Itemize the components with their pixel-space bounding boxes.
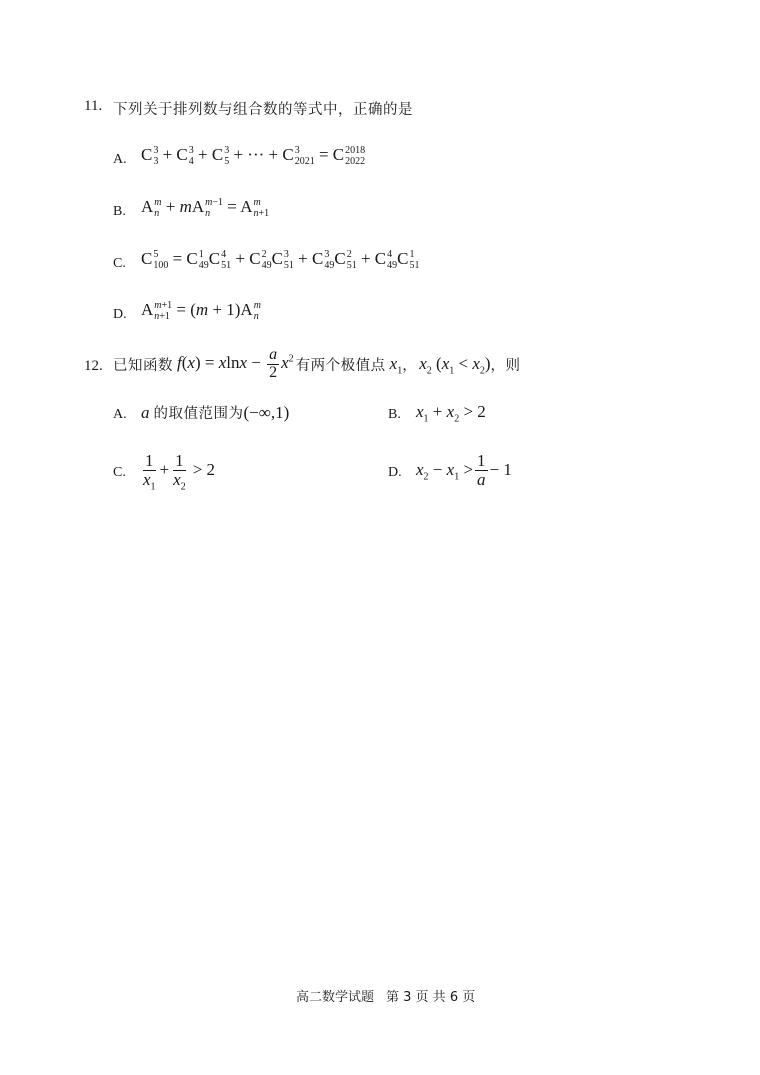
q12-option-c-label: C. [113, 465, 126, 480]
q12-option-a-var: a [141, 402, 150, 422]
q12-stem-suffix: ，则 [490, 357, 521, 374]
footer-page-info: 第 3 页 共 6 页 [386, 990, 476, 1005]
q12-stem-middle: 有两个极值点 [295, 357, 386, 374]
question-11-number: 11. [84, 98, 103, 114]
q11-option-b-label: B. [113, 204, 126, 219]
q12-option-a-text: 的取值范围为 [153, 406, 244, 422]
q11-option-a-label: A. [113, 152, 127, 167]
q12-option-b-label: B. [388, 407, 401, 422]
q12-stem-prefix: 已知函数 [113, 357, 173, 374]
q12-stem-function: f(x) = xlnx − $\frac{a}{2}$ $x^2$ [177, 346, 294, 381]
q11-option-a-formula: C 3 3 + C 3 4 + C 3 5 + ··· + C 3 2021 = C 2018 2022 [141, 145, 366, 168]
q11-option-d-label: D. [113, 307, 127, 322]
q12-option-c-formula: $\frac{1}{x_1}$ + $\frac{1}{x_2}$ > 2 [143, 451, 216, 493]
q11-option-c-label: C. [113, 256, 126, 271]
q12-option-a-label: A. [113, 407, 127, 422]
footer-subject: 高二数学试题 [296, 990, 375, 1005]
question-12-stem [113, 347, 521, 382]
q12-option-a-formula: (−∞,1) [243, 402, 290, 422]
q12-stem-point2: $x_2$ $(x_1 < x_2)$ [419, 354, 491, 377]
q12-option-d-formula: $x_2 - x_1$ > $\frac{1}{a}$ − 1 [416, 451, 512, 489]
question-11-stem: 下列关于排列数与组合数的等式中，正确的是 [113, 102, 413, 118]
q12-option-d-label: D. [388, 465, 402, 480]
question-12-number: 12. [84, 358, 103, 374]
q11-option-c-formula: C 5 100 = C 1 49 C 4 51 + C 2 49 C 3 51 + C 3 49 C 2 51 + C 4 49 C 1 51 [141, 249, 420, 272]
page-footer [296, 986, 475, 1005]
q12-stem-point1: $x_1$ [389, 354, 403, 377]
q12-option-a [141, 402, 289, 423]
q11-option-d-formula: A m+1 n+1 = (m + 1)A m n [141, 300, 261, 323]
q12-option-b-formula: $x_1 + x_2 > 2$ [416, 402, 486, 425]
q12-stem-sep: ， [402, 357, 418, 374]
q11-option-b-formula: A m n + mA m−1 n = A m n+1 [141, 197, 270, 220]
